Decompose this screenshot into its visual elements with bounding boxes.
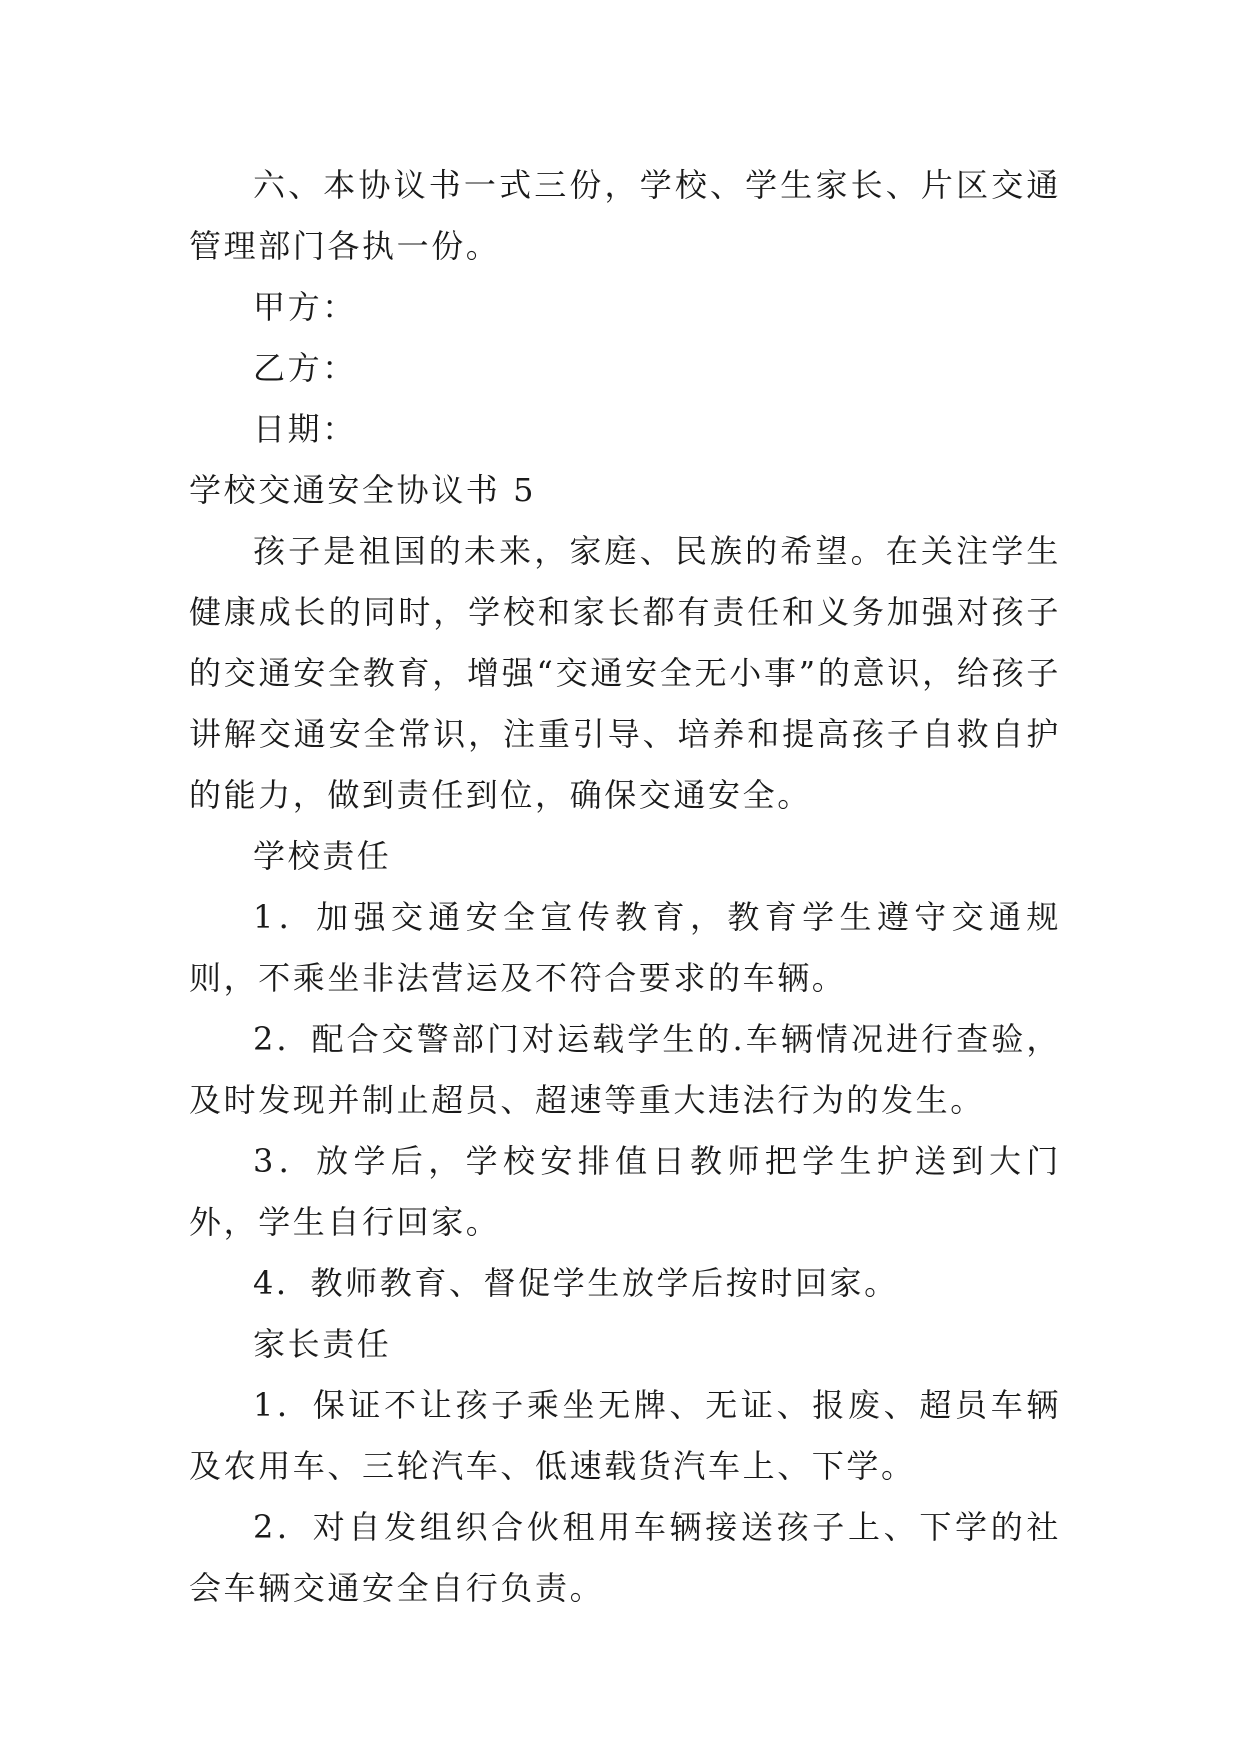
parent-responsibility-heading: 家长责任 [253,1325,392,1363]
school-responsibility-heading: 学校责任 [253,837,392,875]
parent-item-1: 1．保证不让孩子乘坐无牌、无证、报废、超员车辆及农用车、三轮汽车、低速载货汽车上、下学。 [189,1386,1061,1485]
intro-paragraph: 孩子是祖国的未来，家庭、民族的希望。在关注学生健康成长的同时，学校和家长都有责任和义务加强对孩子的交通安全教育，增强“交通安全无小事”的意识，给孩子讲解交通安全常识，注重引导、培养和提高孩子自救自护的能力，做到责任到位，确保交通安全。 [189,532,1061,814]
clause-six: 六、本协议书一式三份，学校、学生家长、片区交通管理部门各执一份。 [189,166,1061,265]
school-item-4: 4．教师教育、督促学生放学后按时回家。 [253,1264,899,1302]
section-title: 学校交通安全协议书 5 [189,471,537,509]
school-item-3: 3．放学后，学校安排值日教师把学生护送到大门外，学生自行回家。 [189,1142,1061,1241]
date-label: 日期： [253,410,357,448]
document-body [189,155,1061,1619]
school-item-2: 2．配合交警部门对运载学生的.车辆情况进行查验，及时发现并制止超员、超速等重大违法行为的发生。 [189,1020,1061,1119]
school-item-1: 1．加强交通安全宣传教育，教育学生遵守交通规则，不乘坐非法营运及不符合要求的车辆。 [189,898,1061,997]
parent-item-2: 2．对自发组织合伙租用车辆接送孩子上、下学的社会车辆交通安全自行负责。 [189,1508,1061,1607]
party-b-label: 乙方： [253,349,357,387]
party-a-label: 甲方： [253,288,357,326]
